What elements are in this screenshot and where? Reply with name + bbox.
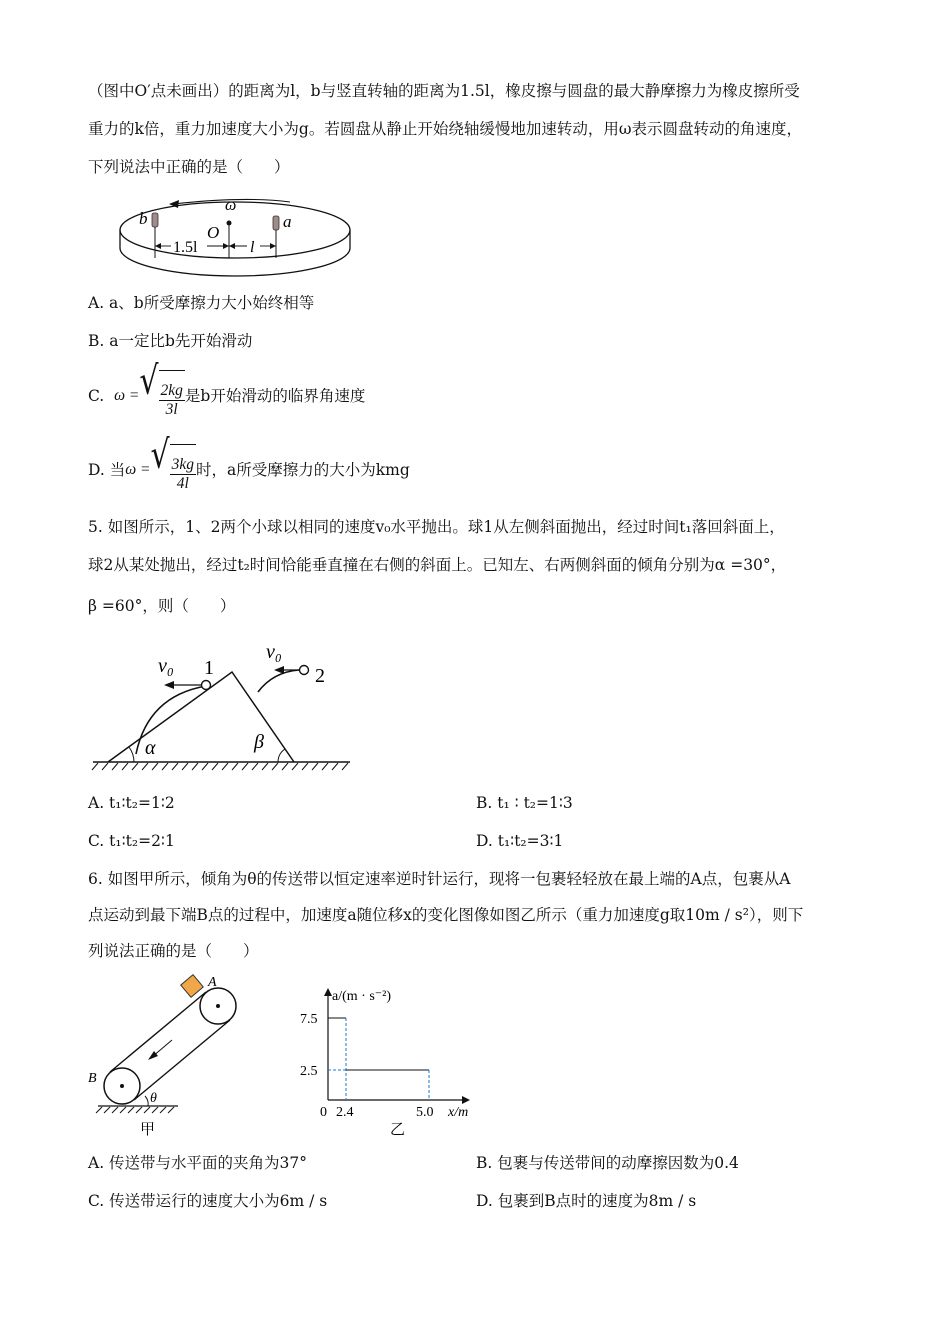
sqrt-d: √ $\frac{3kg}{4l}$ — [151, 439, 197, 501]
caption-jia: 甲 — [140, 1122, 156, 1138]
q4-option-b: B. a一定比b先开始滑动 — [88, 332, 253, 350]
q6-option-a: A. 传送带与水平面的夹角为37° — [88, 1154, 308, 1172]
ball-1 — [202, 681, 211, 690]
omega-label: ω — [225, 197, 237, 214]
q6-text-line1: 6. 如图甲所示，倾角为θ的传送带以恒定速率逆时针运行，现将一包裹轻轻放在最上端的A点，包裹从A — [88, 870, 791, 888]
q6-option-d: D. 包裹到B点时的速度为8m / s — [476, 1192, 697, 1210]
package — [181, 975, 204, 998]
label-b: b — [139, 209, 148, 228]
x-tick-0: 0 — [320, 1105, 327, 1120]
caption-yi: 乙 — [390, 1122, 406, 1138]
q5-option-c: C. t₁∶t₂=2∶1 — [88, 832, 175, 850]
eraser-a — [273, 216, 279, 230]
q5-incline-figure — [88, 636, 358, 776]
q6-option-c: C. 传送带运行的速度大小为6m / s — [88, 1192, 328, 1210]
label-B: B — [88, 1071, 97, 1086]
y-tick-7-5: 7.5 — [300, 1012, 318, 1027]
q4-option-d: D. 当 ω = √ $\frac{3kg}{4l}$ 时，a所受摩擦力的大小为kmg — [88, 442, 410, 498]
q5-option-a: A. t₁∶t₂=1∶2 — [88, 794, 175, 812]
q4-text-line3: 下列说法中正确的是（ ） — [88, 158, 290, 176]
label-theta: θ — [150, 1091, 157, 1106]
q6-text-line3: 列说法正确的是（ ） — [88, 942, 259, 960]
q6-accel-graph-yi — [296, 980, 496, 1140]
q6-option-b: B. 包裹与传送带间的动摩擦因数为0.4 — [476, 1154, 739, 1172]
label-A: A — [208, 975, 217, 990]
label-O: O — [207, 223, 220, 242]
q6-text-line2: 点运动到最下端B点的过程中，加速度a随位移x的变化图像如图乙所示（重力加速度g取10m / s²），则下 — [88, 906, 804, 924]
label-l: l — [250, 239, 255, 256]
label-v0-left: v₀ — [158, 655, 174, 677]
x-axis-label: x/m — [448, 1105, 469, 1120]
label-a: a — [283, 212, 292, 231]
label-ball-2: 2 — [315, 665, 325, 687]
y-tick-2-5: 2.5 — [300, 1064, 318, 1079]
q5-text-line3: β =60°，则（ ） — [88, 597, 236, 615]
q4-text-line2: 重力的k倍，重力加速度大小为g。若圆盘从静止开始绕轴缓慢地加速转动，用ω表示圆盘转动的角速度， — [88, 120, 802, 138]
q5-option-b: B. t₁ ∶ t₂=1∶3 — [476, 794, 573, 812]
q4-disk-figure — [115, 188, 355, 288]
label-ball-1: 1 — [204, 657, 214, 679]
x-tick-2-4: 2.4 — [336, 1105, 354, 1120]
q5-option-d: D. t₁∶t₂=3∶1 — [476, 832, 564, 850]
q4-text-line1: （图中O′点未画出）的距离为l，b与竖直转轴的距离为1.5l，橡皮擦与圆盘的最大静摩擦力为橡皮擦所受 — [88, 82, 800, 100]
label-1-5l: 1.5l — [173, 239, 198, 256]
eraser-b — [152, 213, 158, 227]
q5-text-line2: 球2从某处抛出，经过t₂时间恰能垂直撞在右侧的斜面上。已知左、右两侧斜面的倾角分别为α =30°， — [88, 556, 787, 574]
q4-option-a: A. a、b所受摩擦力大小始终相等 — [88, 294, 315, 312]
q4-option-c: C. ω = √ $\frac{2kg}{3l}$ 是b开始滑动的临界角速度 — [88, 368, 365, 424]
y-axis-label: a/(m · s⁻²) — [332, 989, 392, 1004]
q6-conveyor-figure-jia — [84, 970, 264, 1140]
label-alpha: α — [145, 737, 156, 759]
label-beta: β — [254, 731, 264, 753]
label-v0-right: v₀ — [266, 641, 282, 663]
ball-2 — [300, 666, 309, 675]
x-tick-5-0: 5.0 — [416, 1105, 434, 1120]
sqrt-c: √ $\frac{2kg}{3l}$ — [139, 365, 185, 427]
q5-text-line1: 5. 如图所示，1、2两个小球以相同的速度v₀水平抛出。球1从左侧斜面抛出，经过时间t₁落回斜面上， — [88, 518, 785, 536]
